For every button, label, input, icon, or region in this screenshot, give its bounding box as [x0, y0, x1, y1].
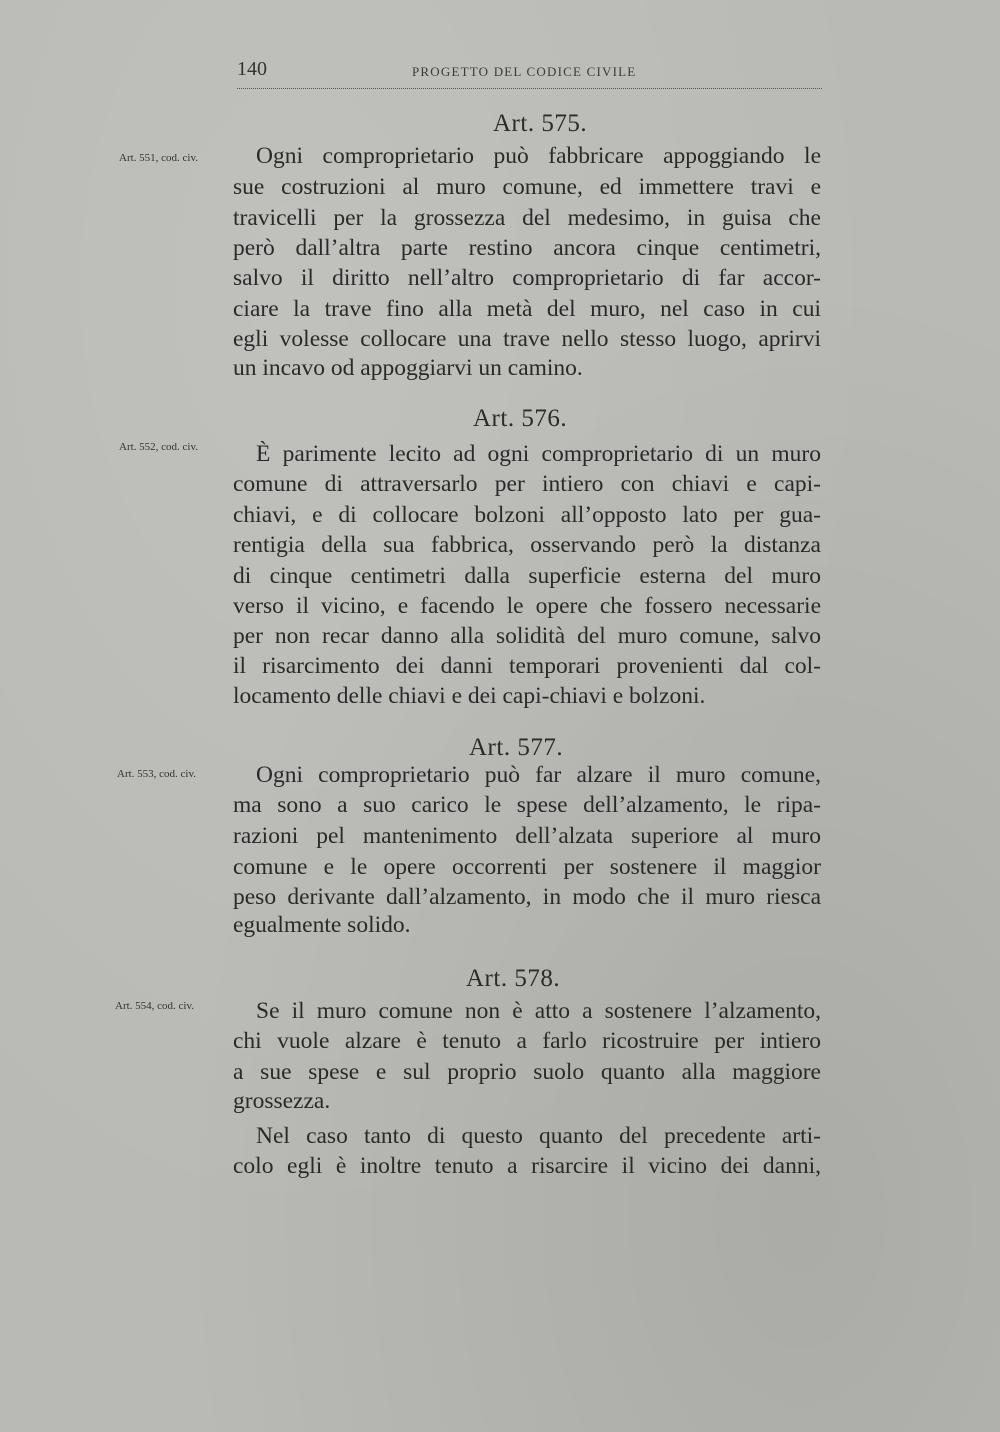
text-line: comune di attraversarlo per intiero con chiavi e capi-: [233, 471, 821, 497]
text-line: salvo il diritto nell’altro comproprietario di far accor-: [233, 265, 821, 291]
text-line: grossezza.: [233, 1088, 331, 1114]
page-header: [237, 58, 822, 89]
text-line: di cinque centimetri dalla superficie esterna del muro: [233, 563, 821, 589]
text-line: un incavo od appoggiarvi un camino.: [233, 355, 583, 381]
text-line: egli volesse collocare una trave nello stesso luogo, aprirvi: [233, 326, 821, 352]
text-line: comune e le opere occorrenti per sostenere il maggior: [233, 854, 821, 880]
article-title: Art. 577.: [469, 734, 564, 761]
text-line: chi vuole alzare è tenuto a farlo ricostruire per intiero: [233, 1028, 821, 1054]
text-line: il risarcimento dei danni temporari provenienti dal col-: [233, 653, 821, 679]
article-title: Art. 575.: [493, 110, 588, 137]
text-line: verso il vicino, e facendo le opere che fossero necessarie: [233, 593, 821, 619]
text-line: egualmente solido.: [233, 912, 411, 938]
article-title: Art. 576.: [473, 405, 568, 432]
text-line: razioni pel mantenimento dell’alzata superiore al muro: [233, 823, 821, 849]
margin-note: Art. 554, cod. civ.: [115, 1000, 195, 1012]
text-line: peso derivante dall’alzamento, in modo che il muro riesca: [233, 884, 821, 910]
margin-note: Art. 553, cod. civ.: [117, 768, 197, 780]
running-title: PROGETTO DEL CODICE CIVILE: [412, 64, 637, 79]
text-line: ma sono a suo carico le spese dell’alzamento, le ripa-: [233, 792, 821, 818]
text-line: a sue spese e sul proprio suolo quanto alla maggiore: [233, 1059, 821, 1085]
text-line: È parimente lecito ad ogni comproprietario di un muro: [256, 441, 821, 467]
text-line: per non recar danno alla solidità del muro comune, salvo: [233, 623, 821, 649]
text-line: Ogni comproprietario può fabbricare appoggiando le: [256, 143, 821, 169]
text-line: sue costruzioni al muro comune, ed immettere travi e: [233, 174, 821, 200]
text-line: rentigia della sua fabbrica, osservando però la distanza: [233, 532, 821, 558]
text-line: Se il muro comune non è atto a sostenere l’alzamento,: [256, 998, 821, 1024]
text-line: chiavi, e di collocare bolzoni all’opposto lato per gua-: [233, 502, 821, 528]
text-line: Ogni comproprietario può far alzare il muro comune,: [256, 762, 821, 788]
text-line: locamento delle chiavi e dei capi-chiavi e bolzoni.: [233, 683, 706, 709]
text-line: travicelli per la grossezza del medesimo, in guisa che: [233, 205, 821, 231]
article-title: Art. 578.: [466, 965, 561, 992]
text-line: colo egli è inoltre tenuto a risarcire il vicino dei danni,: [233, 1153, 821, 1179]
margin-note: Art. 551, cod. civ.: [119, 152, 199, 164]
text-line: Nel caso tanto di questo quanto del precedente arti-: [256, 1123, 821, 1149]
text-line: però dall’altra parte restino ancora cinque centimetri,: [233, 235, 821, 261]
page-number: 140: [237, 58, 267, 80]
margin-note: Art. 552, cod. civ.: [119, 441, 199, 453]
text-line: ciare la trave fino alla metà del muro, nel caso in cui: [233, 296, 821, 322]
